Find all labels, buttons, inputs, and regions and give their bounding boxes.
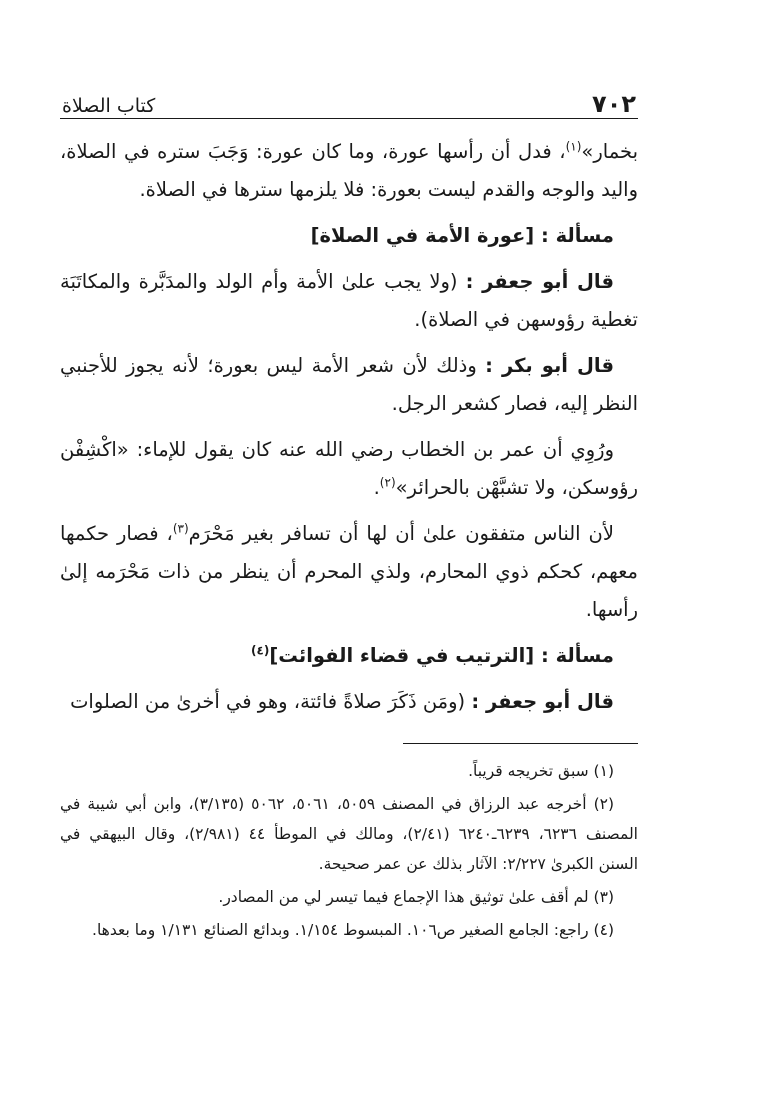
page-header <box>60 78 638 119</box>
footnote-separator <box>403 743 638 744</box>
paragraph-5-text: لأن الناس متفقون علىٰ أن لها أن تسافر بغير مَحْرَم <box>188 522 614 545</box>
heading-2-title: [الترتيب في قضاء الفوائت] <box>269 644 535 667</box>
paragraph-3 <box>60 347 638 423</box>
paragraph-2-text: (ولا يجب علىٰ الأمة وأم الولد والمدَبَّرة والمكاتَبَة تغطية رؤوسهن في الصلاة). <box>60 270 638 331</box>
book-title: كتاب الصلاة <box>62 95 156 117</box>
section-heading-2 <box>60 637 638 675</box>
main-text <box>60 133 638 721</box>
paragraph-6 <box>60 683 638 721</box>
paragraph-6-text: (ومَن ذَكَرَ صلاةً فائتة، وهو في أخرىٰ من الصلوات <box>70 690 466 713</box>
paragraph-5 <box>60 515 638 629</box>
paragraph-4 <box>60 431 638 507</box>
paragraph-3-speaker: قال أبو بكر : <box>485 354 614 377</box>
footnotes <box>60 756 638 945</box>
footnote-4: (٤) راجع: الجامع الصغير ص١٠٦. المبسوط ١/١٥٤. وبدائع الصنائع ١/١٣١ وما بعدها. <box>92 921 614 939</box>
heading-1-title: [عورة الأمة في الصلاة] <box>310 224 535 247</box>
heading-1-label: مسألة : <box>541 224 614 247</box>
heading-2-label: مسألة : <box>541 644 614 667</box>
paragraph-4-end: . <box>373 476 380 499</box>
footnote-1: (١) سبق تخريجه قريباً. <box>468 762 614 780</box>
page-number: ٧٠٢ <box>592 90 636 118</box>
section-heading-1 <box>60 217 638 255</box>
document-page <box>60 78 638 948</box>
paragraph-1-rest: ، فدل أن رأسها عورة، وما كان عورة: وَجَبَ ستره في الصلاة، واليد والوجه والقدم ليست بعورة: فلا يلزمها سترها في الصلاة. <box>60 140 638 201</box>
paragraph-1 <box>60 133 638 209</box>
paragraph-2 <box>60 263 638 339</box>
footnote-ref-4[interactable]: (٤) <box>251 643 270 658</box>
footnote-3: (٣) لم أقف علىٰ توثيق هذا الإجماع فيما تيسر لي من المصادر. <box>218 888 614 906</box>
paragraph-5-rest: ، فصار حكمها معهم، كحكم ذوي المحارم، ولذي المحرم أن ينظر من ذات مَحْرَمه إلىٰ رأسها. <box>60 522 638 621</box>
footnote-ref-3[interactable]: (٣) <box>172 521 189 536</box>
paragraph-3-text: وذلك لأن شعر الأمة ليس بعورة؛ لأنه يجوز للأجنبي النظر إليه، فصار كشعر الرجل. <box>60 354 638 415</box>
paragraph-1-text: بخمار» <box>581 140 638 163</box>
footnote-ref-2[interactable]: (٢) <box>379 475 396 490</box>
footnote-2: (٢) أخرجه عبد الرزاق في المصنف ٥٠٥٩، ٥٠٦١، ٥٠٦٢ (٣/١٣٥)، وابن أبي شيبة في المصنف ٦٢٣٦، ٦٢٣٩ـ٦٢٤٠ (٢/٤١)، ومالك في الموطأ ٤٤ (٢/٩٨١)، وقال البيهقي في السنن الكبرىٰ ٢/٢٢٧: الآثار بذلك عن عمر صحيحة. <box>60 795 638 873</box>
paragraph-2-speaker: قال أبو جعفر : <box>465 270 614 293</box>
footnote-ref-1[interactable]: (١) <box>565 139 582 154</box>
paragraph-6-speaker: قال أبو جعفر : <box>471 690 614 713</box>
paragraph-4-text: ورُوِي أن عمر بن الخطاب رضي الله عنه كان يقول للإماء: «اكْشِفْن رؤوسكن، ولا تشبَّهْن بالحرائر» <box>60 438 638 499</box>
